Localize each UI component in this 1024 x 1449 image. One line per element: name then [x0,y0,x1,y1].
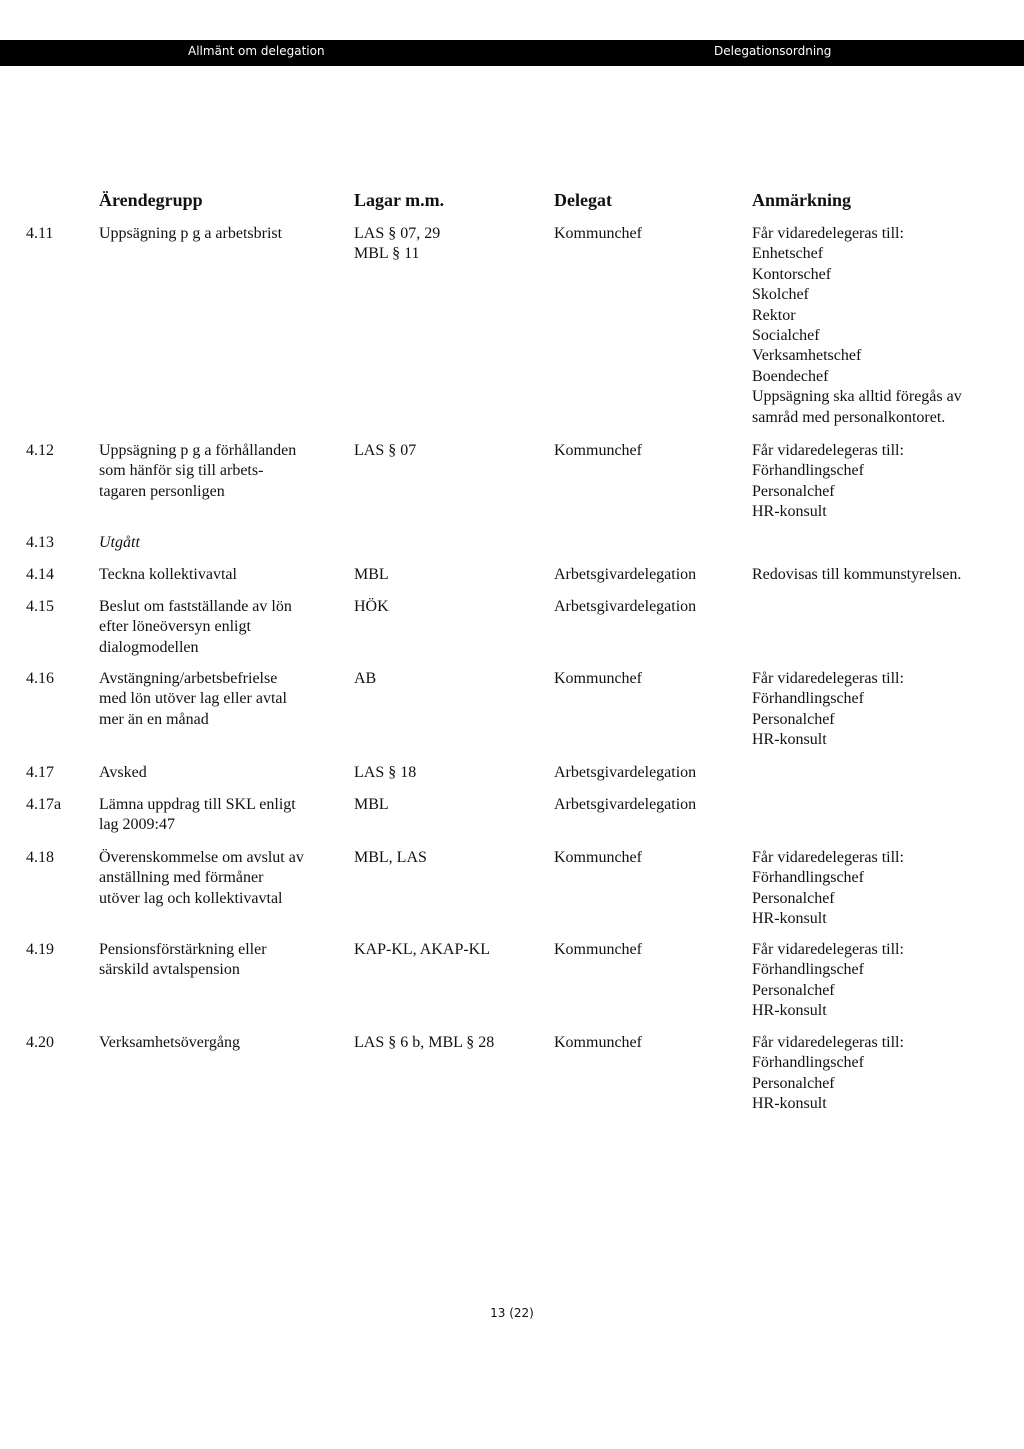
row-number: 4.18 [26,849,54,866]
row-lagar: KAP-KL, AKAP-KL [354,941,490,958]
row-lagar: LAS § 6 b, MBL § 28 [354,1034,495,1051]
row-arende: Beslut om fastställande av lön efter löneöversyn enligt dialogmodellen [99,598,292,656]
row-anmarkning: Får vidaredelegeras till: Enhetschef Kontorschef Skolchef Rektor Socialchef Verksamhetschef Boendechef Uppsägning ska alltid föregås av samråd med personalkontoret. [752,225,962,426]
row-arende: Utgått [99,534,140,551]
row-delegat: Kommunchef [554,849,642,866]
column-header-anmarkning: Anmärkning [752,190,852,210]
row-number: 4.16 [26,670,54,687]
column-header-arendegrupp: Ärendegrupp [99,190,203,210]
row-delegat: Arbetsgivardelegation [554,598,697,615]
row-arende: Överenskommelse om avslut av anställning med förmåner utöver lag och kollektivavtal [99,849,304,907]
row-anmarkning: Får vidaredelegeras till: Förhandlingschef Personalchef HR-konsult [752,941,904,1020]
row-arende: Pensionsförstärkning eller särskild avtalspension [99,941,267,979]
row-arende: Avstängning/arbetsbefrielse med lön utöver lag eller avtal mer än en månad [99,670,287,728]
row-arende: Avsked [99,764,147,781]
row-delegat: Arbetsgivardelegation [554,764,697,781]
header-section-title: Allmänt om delegation [188,44,325,58]
row-number: 4.13 [26,534,54,551]
row-lagar: LAS § 18 [354,764,417,781]
row-lagar: MBL [354,796,389,813]
row-delegat: Arbetsgivardelegation [554,566,697,583]
row-anmarkning: Får vidaredelegeras till: Förhandlingschef Personalchef HR-konsult [752,442,904,521]
row-number: 4.15 [26,598,54,615]
row-delegat: Kommunchef [554,1034,642,1051]
row-number: 4.12 [26,442,54,459]
column-header-lagar: Lagar m.m. [354,190,445,210]
row-lagar: MBL [354,566,389,583]
row-anmarkning: Får vidaredelegeras till: Förhandlingschef Personalchef HR-konsult [752,670,904,749]
row-arende: Uppsägning p g a arbetsbrist [99,225,283,242]
row-delegat: Arbetsgivardelegation [554,796,697,813]
row-number: 4.17a [26,796,62,813]
row-number: 4.14 [26,566,54,583]
row-anmarkning: Får vidaredelegeras till: Förhandlingschef Personalchef HR-konsult [752,1034,904,1113]
row-delegat: Kommunchef [554,670,642,687]
page-header [0,40,1024,66]
row-delegat: Kommunchef [554,941,642,958]
row-lagar: LAS § 07, 29 MBL § 11 [354,225,441,263]
row-number: 4.17 [26,764,54,781]
row-lagar: AB [354,670,377,687]
column-header-delegat: Delegat [554,190,612,210]
row-lagar: MBL, LAS [354,849,427,866]
row-lagar: LAS § 07 [354,442,417,459]
row-arende: Teckna kollektivavtal [99,566,237,583]
row-delegat: Kommunchef [554,225,642,242]
row-anmarkning: Redovisas till kommunstyrelsen. [752,566,962,583]
row-delegat: Kommunchef [554,442,642,459]
row-number: 4.19 [26,941,54,958]
row-lagar: HÖK [354,598,389,615]
row-arende: Verksamhetsövergång [99,1034,240,1051]
row-anmarkning: Får vidaredelegeras till: Förhandlingschef Personalchef HR-konsult [752,849,904,928]
row-arende: Lämna uppdrag till SKL enligt lag 2009:47 [99,796,296,834]
header-document-title: Delegationsordning [714,44,832,58]
row-number: 4.11 [26,225,54,242]
row-arende: Uppsägning p g a förhållanden som hänför sig till arbets- tagaren personligen [99,442,297,500]
row-number: 4.20 [26,1034,54,1051]
page-number: 13 (22) [490,1306,534,1320]
